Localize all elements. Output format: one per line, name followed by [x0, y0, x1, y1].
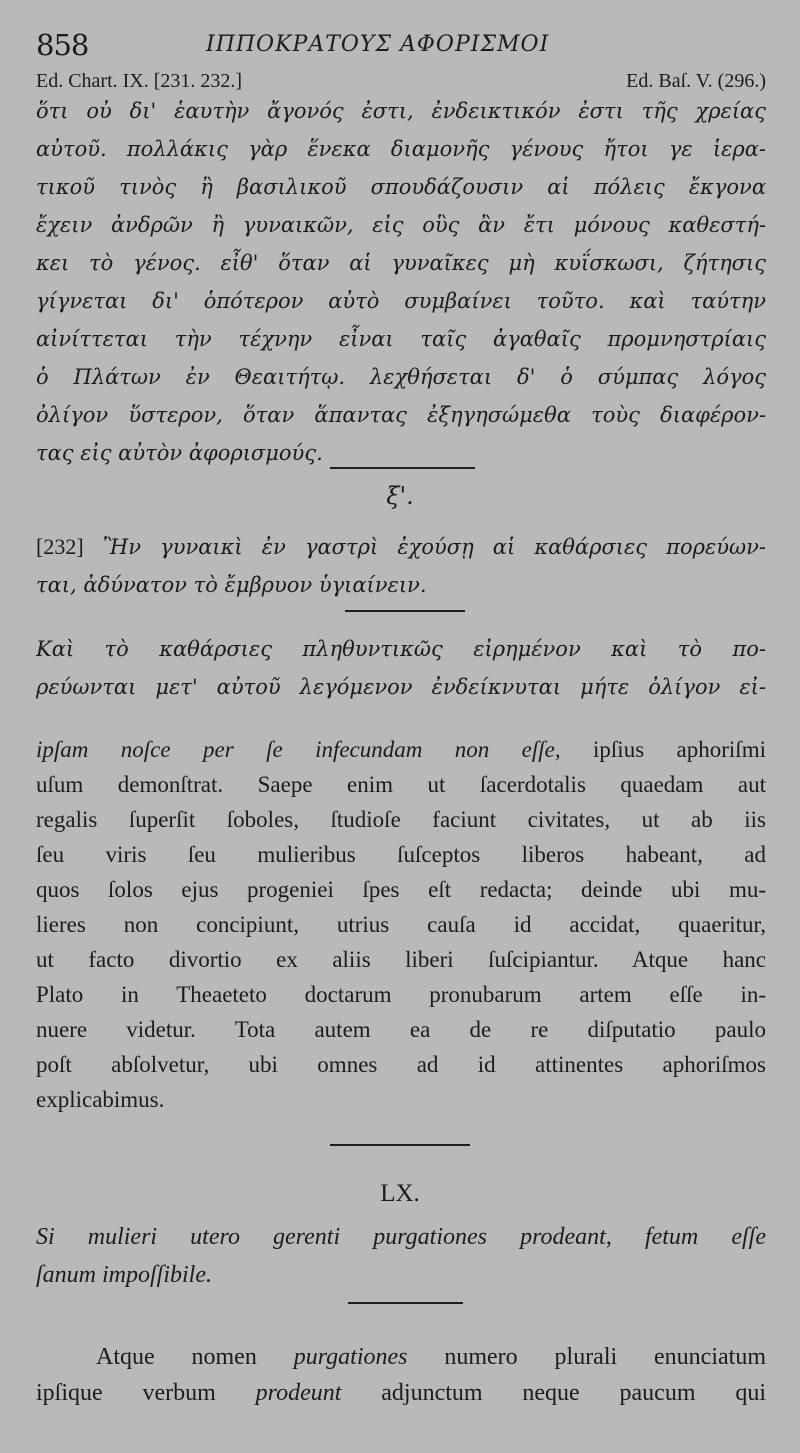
latin-text: Atque nomen [96, 1344, 294, 1370]
latin-aphorism-number: LX. [380, 1180, 420, 1207]
greek-line: ὅτι οὐ δι' ἑαυτὴν ἄγονός ἐστι, ἐνδεικτικόν ἐστι τῆς χρείας [36, 99, 766, 123]
greek-line: τας εἰς αὐτὸν ἀφορισμούς. [36, 441, 323, 465]
greek-aphorism [36, 528, 766, 604]
latin-text: ipſique verbum [36, 1380, 256, 1406]
greek-line: ὀλίγον ὕστερον, ὅταν ἅπαντας ἐξηγησώμεθα τοὺς διαφέρον- [36, 403, 766, 427]
latin-italic-word: prodeunt [255, 1380, 342, 1406]
running-title: ΙΠΠΟΚΡΑΤΟΥΣ ΑΦΟΡΙΣΜΟΙ [206, 32, 550, 57]
latin-line: quos ſolos ejus progeniei ſpes eſt redacta; deinde ubi mu- [36, 877, 766, 902]
latin-commentary-2 [36, 1340, 766, 1412]
section-divider [345, 610, 465, 612]
page-header [36, 28, 776, 68]
section-divider [330, 467, 475, 469]
latin-line: lieres non concipiunt, utrius cauſa id accidat, quaeritur, [36, 912, 766, 937]
latin-text: numero plurali enunciatum [407, 1344, 766, 1370]
latin-line: ut facto divortio ex aliis liberi ſuſcipiantur. Atque hanc [36, 947, 766, 972]
latin-italic-word: purgationes [293, 1344, 408, 1370]
latin-italic-phrase: ipſam noſce per ſe infecundam non eſſe, [36, 737, 561, 762]
latin-aphorism [36, 1220, 766, 1296]
greek-line: ὁ Πλάτων ἐν Θεαιτήτῳ. λεχθήσεται δ' ὁ σύμπας λόγος [36, 365, 766, 389]
greek-aphorism-number: ξ'. [386, 482, 414, 510]
greek-line: ρεύωνται μετ' αὐτοῦ λεγόμενον ἐνδείκνυται μήτε ὀλίγον εἰ- [36, 675, 766, 699]
latin-commentary [36, 732, 766, 1117]
greek-line: ἔχειν ἀνδρῶν ἢ γυναικῶν, εἰς οὓς ἂν ἔτι μόνους καθεστή- [36, 213, 766, 237]
greek-aphorism-text: Ἢν γυναικὶ ἐν γαστρὶ ἐχούσῃ αἱ καθάρσιες πορεύων- [102, 535, 766, 559]
greek-line: τικοῦ τινὸς ἢ βασιλικοῦ σπουδάζουσιν αἱ πόλεις ἔκγονα [36, 175, 766, 199]
latin-line [36, 1376, 766, 1412]
greek-commentary-2 [36, 630, 766, 706]
latin-line: ſeu viris ſeu mulieribus ſuſceptos liberos habeant, ad [36, 842, 766, 867]
greek-aphorism-line: ται, ἀδύνατον τὸ ἔμβρυον ὑγιαίνειν. [36, 573, 427, 597]
greek-line: Καὶ τὸ καθάρσιες πληθυντικῶς εἰρημένον καὶ τὸ πο- [36, 637, 766, 661]
section-divider [330, 1144, 470, 1146]
latin-aphorism-line: ſanum impoſſibile. [36, 1262, 212, 1288]
section-divider [348, 1302, 463, 1304]
latin-line: regalis ſuperſit ſoboles, ſtudioſe faciunt civitates, ut ab iis [36, 807, 766, 832]
greek-line: αἰνίττεται τὴν τέχνην εἶναι ταῖς ἀγαθαῖς προμνηστρίαις [36, 327, 766, 351]
greek-line: αὐτοῦ. πολλάκις γὰρ ἕνεκα διαμονῆς γένους ἤτοι γε ἱερα- [36, 137, 766, 161]
latin-line: nuere videtur. Tota autem ea de re diſputatio paulo [36, 1017, 766, 1042]
greek-line: γίγνεται δι' ὁπότερον αὐτὸ συμβαίνει τοῦτο. καὶ ταύτην [36, 289, 766, 313]
aphorism-bracket-number: [232] [36, 534, 84, 559]
greek-aphorism-line [36, 528, 766, 566]
latin-line: poſt abſolvetur, ubi omnes ad id attinentes aphoriſmos [36, 1052, 766, 1077]
latin-text: ipſius aphoriſmi [560, 737, 766, 762]
greek-line: κει τὸ γένος. εἶθ' ὅταν αἱ γυναῖκες μὴ κυΐσκωσι, ζήτησις [36, 251, 766, 275]
page-number: 858 [36, 28, 89, 62]
latin-line: explicabimus. [36, 1087, 165, 1112]
latin-line [36, 732, 766, 767]
edition-left: Ed. Chart. IX. [231. 232.] [36, 70, 243, 92]
latin-line: Plato in Theaeteto doctarum pronubarum artem eſſe in- [36, 982, 766, 1007]
latin-aphorism-line: Si mulieri utero gerenti purgationes prodeant, fetum eſſe [36, 1224, 766, 1250]
latin-line: uſum demonſtrat. Saepe enim ut ſacerdotalis quaedam aut [36, 772, 766, 797]
edition-right: Ed. Baſ. V. (296.) [626, 70, 766, 92]
latin-text: adjunctum neque paucum qui [341, 1380, 766, 1406]
latin-line [36, 1340, 766, 1376]
greek-commentary [36, 92, 766, 472]
